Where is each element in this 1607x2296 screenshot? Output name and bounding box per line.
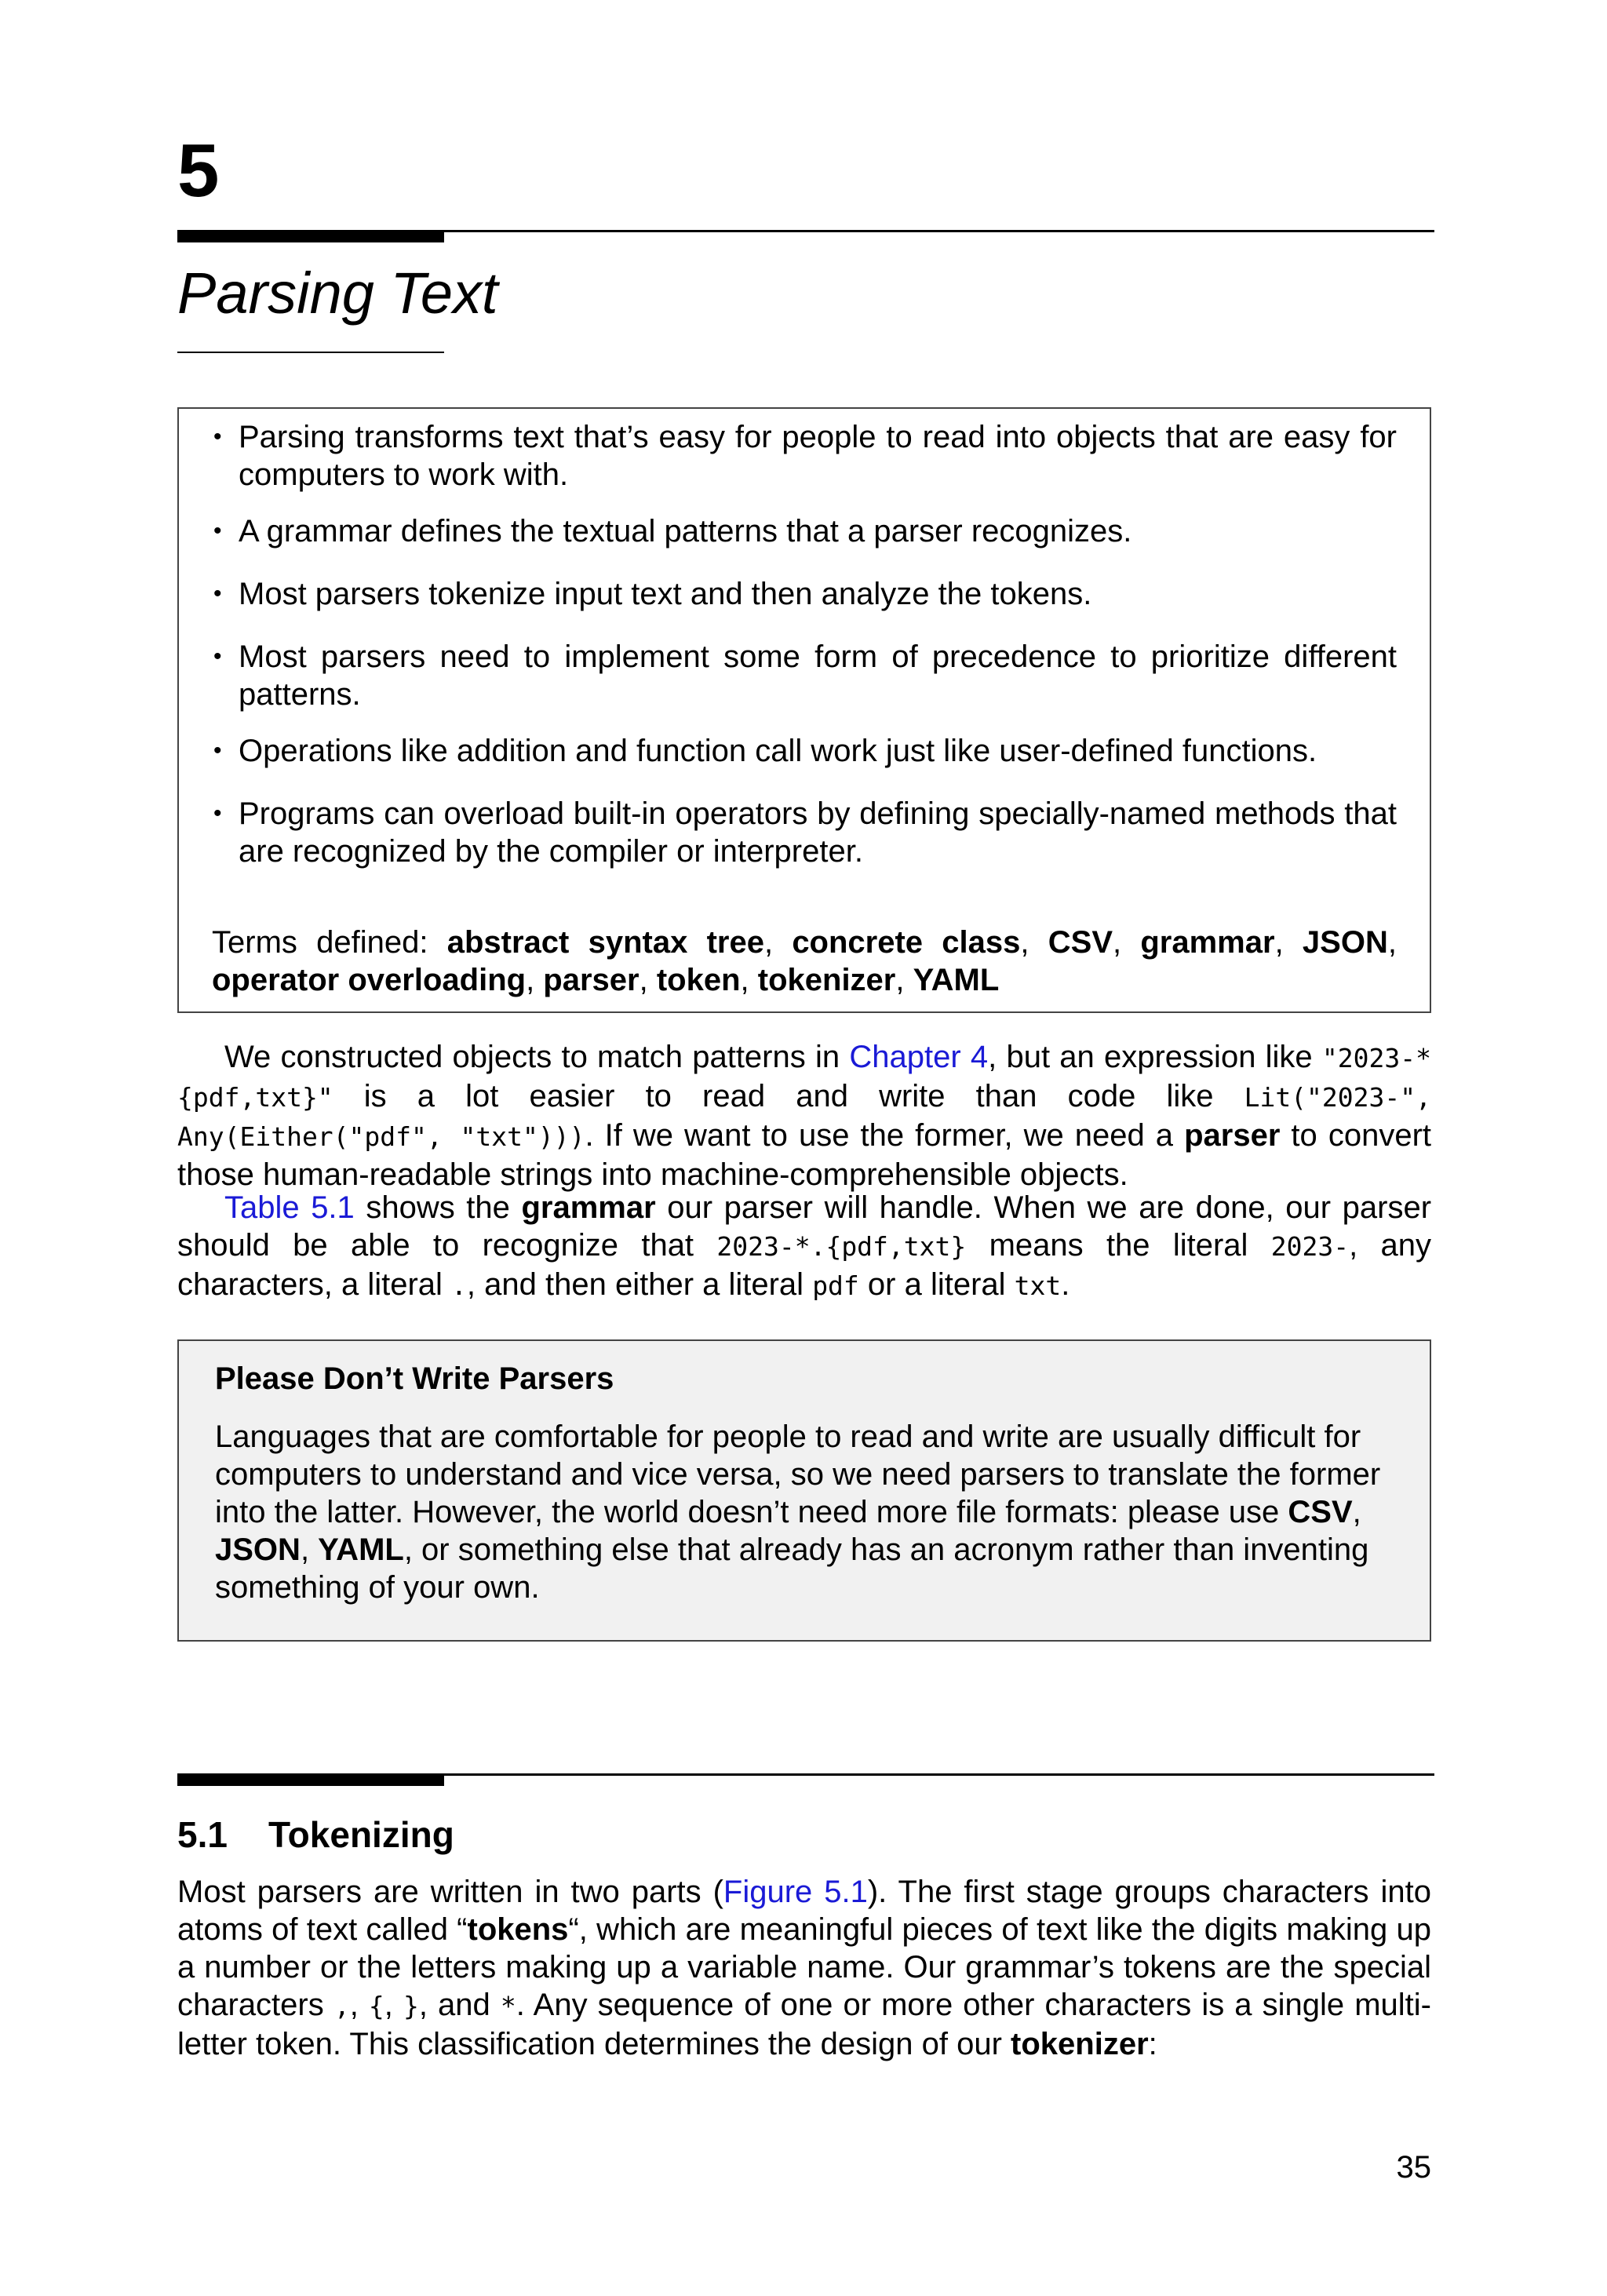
summary-bullet: • Programs can overload built-in operators by defining specially-named methods that are recognized by the compiler or interpreter. bbox=[213, 795, 1397, 870]
code-snippet: Lit("2023-", Any(Either("pdf", "txt"))) bbox=[177, 1082, 1431, 1152]
text: , but an expression like bbox=[988, 1040, 1322, 1074]
text: : bbox=[1148, 2027, 1157, 2061]
text: , and bbox=[418, 1988, 501, 2022]
text: is a lot easier to read and write than code like bbox=[333, 1079, 1244, 1113]
text: Most parsers are written in two parts ( bbox=[177, 1875, 723, 1909]
text: to convert those human-readable strings into machine-comprehensible objects. bbox=[177, 1118, 1431, 1192]
term: JSON bbox=[215, 1532, 301, 1567]
term: concrete class bbox=[792, 925, 1021, 960]
term: YAML bbox=[318, 1532, 404, 1567]
callout-body bbox=[215, 1418, 1394, 1606]
code-snippet: } bbox=[403, 1991, 419, 2021]
terms-label: Terms defined: bbox=[212, 925, 447, 960]
summary-bullet: • Most parsers tokenize input text and then analyze the tokens. bbox=[213, 575, 1397, 613]
summary-bullet: • Parsing transforms text that’s easy for people to read into objects that are easy for computers to work with. bbox=[213, 418, 1397, 494]
text: , bbox=[349, 1988, 369, 2022]
section-paragraph bbox=[177, 1873, 1431, 2063]
summary-bullet: • A grammar defines the textual patterns that a parser recognizes. bbox=[213, 512, 1397, 550]
code-snippet: "2023-*{pdf,txt}" bbox=[177, 1043, 1431, 1113]
title-underline bbox=[177, 352, 444, 353]
term: CSV bbox=[1288, 1495, 1353, 1529]
section-heading bbox=[177, 1813, 454, 1857]
chapter-title: Parsing Text bbox=[177, 261, 498, 326]
figure-link[interactable]: Figure 5.1 bbox=[723, 1875, 868, 1909]
term: parser bbox=[543, 963, 640, 997]
text: We constructed objects to match patterns in bbox=[224, 1040, 850, 1074]
chapter-rule-thin bbox=[444, 230, 1434, 232]
code-snippet: , bbox=[333, 1991, 350, 2021]
intro-paragraph-2 bbox=[177, 1189, 1431, 1305]
term: CSV bbox=[1048, 925, 1113, 960]
terms-defined: Terms defined: abstract syntax tree, concrete class, CSV, grammar, JSON, operator overloading, parser, token, tokenizer, YAML bbox=[212, 925, 1397, 997]
text: “, which are meaningful pieces of text like the digits making up a number or the letters making up a variable name. Our grammar’s tokens are the special characters bbox=[177, 1912, 1432, 2022]
code-snippet: 2023-*.{pdf,txt} bbox=[716, 1231, 967, 1262]
defined-term: parser bbox=[1184, 1118, 1281, 1153]
text: , bbox=[1352, 1495, 1361, 1529]
text: . If we want to use the former, we need a bbox=[585, 1118, 1185, 1153]
text: ). The first stage groups characters into atoms of text called “ bbox=[177, 1875, 1431, 1947]
summary-bullet: • Most parsers need to implement some form of precedence to prioritize different patterns. bbox=[213, 638, 1397, 713]
text: our parser will handle. When we are done, our parser should be able to recognize that bbox=[177, 1190, 1432, 1263]
callout-title: Please Don’t Write Parsers bbox=[215, 1361, 614, 1396]
intro-paragraph-1 bbox=[177, 1038, 1431, 1194]
text: . Any sequence of one or more other characters is a single multi-letter token. This classification determines the design of our bbox=[177, 1988, 1431, 2061]
chapter-rule-thick bbox=[177, 230, 444, 242]
term: abstract syntax tree bbox=[446, 925, 764, 960]
text: , or something else that already has an acronym rather than inventing something of your own. bbox=[215, 1532, 1369, 1605]
section-number: 5.1 bbox=[177, 1814, 228, 1855]
code-snippet: 2023- bbox=[1270, 1231, 1350, 1262]
text: shows the bbox=[354, 1190, 522, 1225]
section-title: Tokenizing bbox=[268, 1814, 454, 1855]
code-snippet: . bbox=[451, 1270, 467, 1301]
callout-box bbox=[177, 1339, 1431, 1642]
chapter-summary-box bbox=[177, 407, 1431, 1013]
term: grammar bbox=[1140, 925, 1275, 960]
term: operator overloading bbox=[212, 963, 527, 997]
defined-term: tokenizer bbox=[1011, 2027, 1149, 2061]
term: token bbox=[656, 963, 741, 997]
term: tokenizer bbox=[757, 963, 896, 997]
text: or a literal bbox=[858, 1267, 1015, 1302]
text: . bbox=[1061, 1267, 1070, 1302]
section-rule-thin bbox=[444, 1773, 1434, 1776]
page-number: 35 bbox=[1396, 2150, 1431, 2185]
text: , bbox=[300, 1532, 319, 1567]
defined-term: grammar bbox=[521, 1190, 656, 1225]
term: YAML bbox=[913, 963, 1000, 997]
chapter-link[interactable]: Chapter 4 bbox=[849, 1040, 989, 1074]
section-rule-thick bbox=[177, 1773, 444, 1786]
code-snippet: pdf bbox=[812, 1270, 859, 1301]
text: , and then either a literal bbox=[466, 1267, 813, 1302]
code-snippet: txt bbox=[1014, 1270, 1062, 1301]
text: Languages that are comfortable for people to read and write are usually difficult for computers to understand and vice versa, so we need parsers to translate the former into the latter. However, the world doesn’t need more file formats: please use bbox=[215, 1420, 1381, 1529]
chapter-number: 5 bbox=[177, 129, 220, 213]
code-snippet: { bbox=[368, 1991, 384, 2021]
text: means the literal bbox=[966, 1228, 1271, 1263]
text: , bbox=[384, 1988, 403, 2022]
text: , any characters, a literal bbox=[177, 1228, 1432, 1302]
defined-term: tokens bbox=[467, 1912, 569, 1947]
term: JSON bbox=[1302, 925, 1388, 960]
summary-bullet: • Operations like addition and function call work just like user-defined functions. bbox=[213, 732, 1397, 770]
table-link[interactable]: Table 5.1 bbox=[224, 1190, 355, 1225]
code-snippet: * bbox=[500, 1991, 516, 2021]
